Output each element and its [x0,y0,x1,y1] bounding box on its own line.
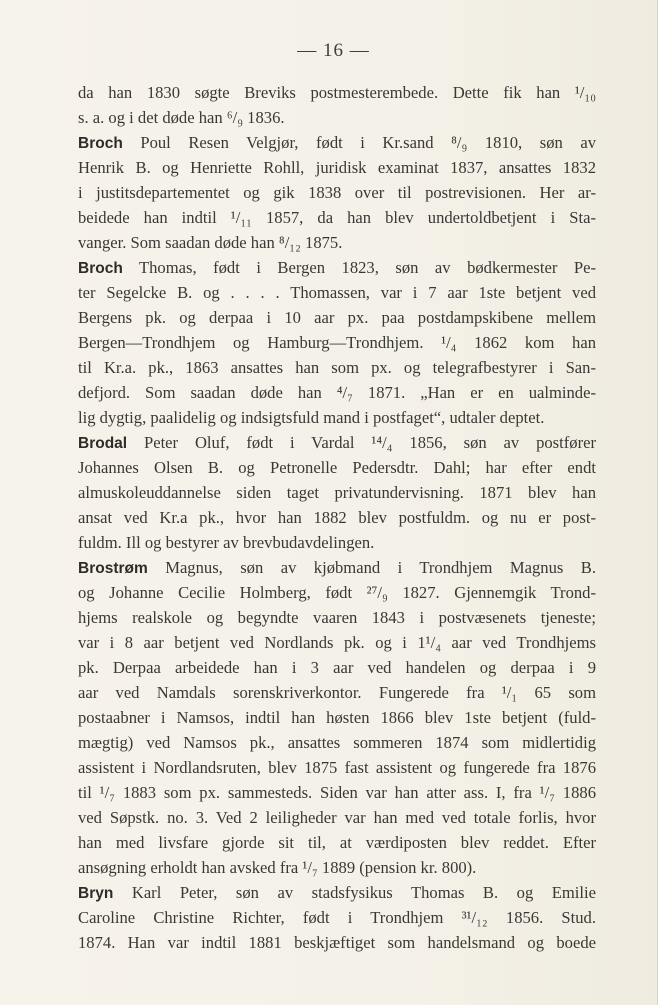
text-line [78,530,596,555]
line-text: s. a. og i det døde han ⁶/₉ 1836. [78,108,285,127]
body-text [78,80,596,955]
entry-surname: Bryn [78,885,114,902]
line-text: hjems realskole og begyndte vaaren 1843 i postvæsenets tjeneste; [78,608,596,627]
text-line [78,805,596,830]
line-text: han med livsfare gjorde sit til, at værdiposten blev reddet. Efter [78,833,596,852]
text-line [78,605,596,630]
entry-start-line [78,255,596,280]
line-text: ved Søpstk. no. 3. Ved 2 leiligheder var han med ved totale forlis, hvor [78,808,596,827]
line-text: Johannes Olsen B. og Petronelle Pedersdtr. Dahl; har efter endt [78,458,596,477]
line-text: 1874. Han var indtil 1881 beskjæftiget som handelsmand og boede [78,933,596,952]
line-text: assistent i Nordlandsruten, blev 1875 fast assistent og fungerede fra 1876 [78,758,596,777]
line-text: Poul Resen Velgjør, født i Kr.sand ⁸/₉ 1810, søn av [122,133,596,152]
text-line [78,180,596,205]
line-text: beidede han indtil ¹/₁₁ 1857, da han blev undertoldbetjent i Sta- [78,208,596,227]
text-line [78,205,596,230]
line-text: postaabner i Namsos, indtil han høsten 1866 blev 1ste betjent (fuld- [78,708,596,727]
text-line [78,280,596,305]
text-line [78,730,596,755]
text-line [78,80,596,105]
line-text: ansøgning erholdt han avsked fra ¹/₇ 1889 (pension kr. 800). [78,858,477,877]
text-line [78,355,596,380]
line-text: Karl Peter, søn av stadsfysikus Thomas B. og Emilie [113,883,596,902]
line-text: pk. Derpaa arbeidede han i 3 aar ved handelen og derpaa i 9 [78,658,596,677]
line-text: Bergen—Trondhjem og Hamburg—Trondhjem. ¹/₄ 1862 kom han [78,333,596,352]
entry-surname: Broch [78,260,123,277]
line-text: almuskoleuddannelse siden taget privatundervisning. 1871 blev han [78,483,596,502]
line-text: vanger. Som saadan døde han ⁸/₁₂ 1875. [78,233,343,252]
text-line [78,580,596,605]
line-text: til Kr.a. pk., 1863 ansattes han som px. og telegrafbestyrer i San- [78,358,596,377]
line-text: Caroline Christine Richter, født i Trondhjem ³¹/₁₂ 1856. Stud. [78,908,596,927]
page-number: — 16 — [297,40,370,61]
page-edge [657,0,667,1005]
line-text: mægtig) ved Namsos pk., ansattes sommeren 1874 som midlertidig [78,733,596,752]
text-line [78,930,596,955]
line-text: ansat ved Kr.a pk., hvor han 1882 blev postfuldm. og nu er post- [78,508,596,527]
text-line [78,405,596,430]
line-text: var i 8 aar betjent ved Nordlands pk. og i 1¹/₄ aar ved Trondhjems [78,633,596,652]
entry-surname: Brostrøm [78,560,148,577]
text-line [78,905,596,930]
line-text: aar ved Namdals sorenskriverkontor. Fungerede fra ¹/₁ 65 som [78,683,596,702]
text-line [78,230,596,255]
text-line [78,780,596,805]
line-text: Magnus, søn av kjøbmand i Trondhjem Magnus B. [147,558,596,577]
line-text: fuldm. Ill og bestyrer av brevbudavdelingen. [78,533,375,552]
line-text: og Johanne Cecilie Holmberg, født ²⁷/₉ 1827. Gjennemgik Trond- [78,583,596,602]
line-text: Peter Oluf, født i Vardal ¹⁴/₄ 1856, søn av postfører [127,433,596,452]
text-line [78,505,596,530]
text-line [78,855,596,880]
line-text: lig dygtig, paalidelig og indsigtsfuld mand i postfaget“, udtaler deptet. [78,408,545,427]
line-text: defjord. Som saadan døde han ⁴/₇ 1871. „Han er en ualminde- [78,383,596,402]
text-line [78,830,596,855]
line-text: til ¹/₇ 1883 som px. sammesteds. Siden var han atter ass. I, fra ¹/₇ 1886 [78,783,596,802]
text-line [78,655,596,680]
text-line [78,630,596,655]
entry-start-line [78,880,596,905]
text-line [78,480,596,505]
entry-start-line [78,130,596,155]
text-line [78,155,596,180]
text-line [78,305,596,330]
text-line [78,705,596,730]
text-line [78,455,596,480]
text-line [78,105,596,130]
entry-surname: Broch [78,135,123,152]
text-line [78,380,596,405]
entry-start-line [78,555,596,580]
text-line [78,330,596,355]
line-text: ter Segelcke B. og . . . . Thomassen, var i 7 aar 1ste betjent ved [78,283,596,302]
entry-start-line [78,430,596,455]
text-line [78,755,596,780]
line-text: i justitsdepartementet og gik 1838 over til postrevisionen. Her ar- [78,183,596,202]
line-text: Bergens pk. og derpaa i 10 aar px. paa postdampskibene mellem [78,308,596,327]
line-text: Henrik B. og Henriette Rohll, juridisk examinat 1837, ansattes 1832 [78,158,596,177]
text-line [78,680,596,705]
line-text: Thomas, født i Bergen 1823, søn av bødkermester Pe- [122,258,596,277]
line-text: da han 1830 søgte Breviks postmesterembede. Dette fik han ¹/₁₀ [78,83,596,102]
entry-surname: Brodal [78,435,128,452]
